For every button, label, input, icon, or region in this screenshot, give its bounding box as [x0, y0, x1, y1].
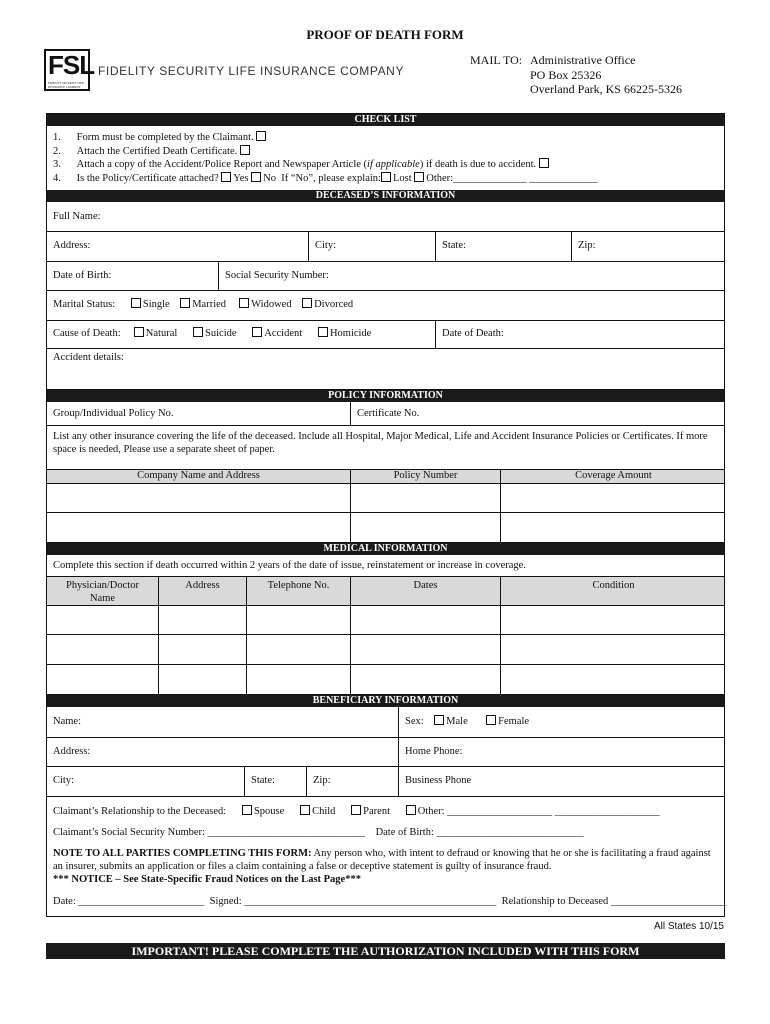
company-name-input[interactable] — [47, 483, 350, 512]
city-label: City: — [315, 240, 337, 251]
beneficiary-section — [46, 695, 725, 917]
label-explain: If “No”, please explain: — [281, 172, 381, 184]
checkbox-lost[interactable] — [381, 172, 391, 182]
medical-table-row — [47, 635, 724, 665]
physician-input[interactable] — [47, 605, 158, 634]
beneficiary-state-label: State: — [251, 775, 275, 786]
certificate-no-label: Certificate No. — [357, 408, 420, 419]
label-other: Other:______________ _____________ — [426, 172, 598, 184]
col-physician-line1: Physician/Doctor — [66, 580, 139, 591]
policy-number-input[interactable] — [350, 513, 500, 542]
condition-input[interactable] — [500, 635, 726, 664]
telephone-input[interactable] — [246, 635, 350, 664]
ssn-field[interactable] — [218, 261, 726, 290]
checkbox-widowed[interactable] — [239, 298, 249, 308]
beneficiary-city-label: City: — [53, 775, 75, 786]
label-suicide: Suicide — [205, 328, 237, 339]
business-phone-label: Business Phone — [405, 775, 472, 786]
col-company-name: Company Name and Address — [137, 470, 260, 481]
mail-to-label: MAIL TO: — [470, 53, 523, 67]
address-input[interactable] — [158, 605, 246, 634]
mail-to-line1: Administrative Office — [530, 53, 636, 67]
relationship-line — [53, 805, 660, 817]
checkbox-single[interactable] — [131, 298, 141, 308]
beneficiary-address-row — [47, 737, 724, 767]
col-policy-number: Policy Number — [350, 470, 500, 483]
policy-no-label: Group/Individual Policy No. — [53, 408, 174, 419]
col-dates: Dates — [350, 577, 500, 605]
label-yes: Yes — [233, 172, 249, 184]
policy-header: POLICY INFORMATION — [47, 390, 724, 402]
label-homicide: Homicide — [329, 328, 372, 339]
form-version: All States 10/15 — [653, 921, 724, 932]
beneficiary-city-field[interactable] — [47, 766, 244, 796]
medical-section — [46, 543, 725, 695]
fraud-note-label: NOTE TO ALL PARTIES COMPLETING THIS FORM: — [53, 848, 312, 859]
signature-signed[interactable]: Signed: ________________________________________________ — [209, 896, 497, 907]
state-label: State: — [442, 240, 466, 251]
label-parent: Parent — [363, 806, 390, 817]
physician-input[interactable] — [47, 635, 158, 664]
signature-line — [53, 896, 726, 907]
dates-input[interactable] — [350, 635, 500, 664]
marital-label: Marital Status: — [53, 299, 116, 310]
home-phone-label: Home Phone: — [405, 746, 463, 757]
checklist-deceased-section — [46, 113, 725, 390]
checklist-item-1: 1. Form must be completed by the Claimant. — [53, 132, 254, 143]
city-field[interactable] — [308, 231, 435, 261]
beneficiary-zip-field[interactable] — [306, 766, 398, 796]
checkbox-female[interactable] — [486, 715, 496, 725]
checkbox-suicide[interactable] — [193, 327, 203, 337]
sex-label: Sex: — [405, 716, 424, 727]
col-physician — [47, 577, 158, 605]
full-name-field[interactable] — [47, 202, 726, 231]
label-female: Female — [498, 716, 530, 727]
accident-details-label: Accident details: — [53, 352, 124, 363]
relationship-to-deceased[interactable]: Relationship to Deceased ______________________ — [501, 896, 727, 907]
mail-to-line2: PO Box 25326 — [530, 67, 602, 82]
beneficiary-header: BENEFICIARY INFORMATION — [47, 695, 724, 707]
checkbox-item-1[interactable] — [256, 131, 266, 141]
checkbox-married[interactable] — [180, 298, 190, 308]
label-married: Married — [192, 299, 227, 310]
company-name: FIDELITY SECURITY LIFE INSURANCE COMPANY — [98, 64, 405, 78]
checkbox-other[interactable] — [406, 805, 416, 815]
checkbox-natural[interactable] — [134, 327, 144, 337]
policy-no-row — [47, 402, 724, 426]
label-accident: Accident — [264, 328, 303, 339]
label-widowed: Widowed — [251, 299, 292, 310]
label-lost: Lost — [392, 172, 412, 184]
fraud-note-text: Any person who, with intent to defraud or knowing that he or she is facilitating a fraud against an insurer, submits an application or files a claim containing a false or deceptive statement is guilty of insurance fraud. — [53, 848, 711, 872]
label-spouse: Spouse — [253, 806, 285, 817]
accident-details-field[interactable] — [47, 352, 726, 390]
policy-table-header — [47, 469, 724, 484]
cause-row — [47, 320, 724, 349]
company-name-input[interactable] — [47, 513, 350, 542]
checkbox-other[interactable] — [414, 172, 424, 182]
checklist-header: CHECK LIST — [47, 114, 724, 126]
cause-of-death — [47, 320, 435, 348]
marital-status — [47, 290, 726, 320]
checkbox-parent[interactable] — [351, 805, 361, 815]
address-field[interactable] — [47, 231, 308, 261]
business-phone-field[interactable] — [398, 766, 726, 796]
policy-table-row — [47, 513, 724, 542]
label-single: Single — [142, 299, 170, 310]
col-telephone: Telephone No. — [246, 577, 350, 605]
medical-table-header — [47, 576, 724, 606]
full-name-row — [47, 202, 724, 232]
medical-table-row — [47, 665, 724, 694]
state-field[interactable] — [435, 231, 571, 261]
checkbox-child[interactable] — [300, 805, 310, 815]
policy-table-row — [47, 483, 724, 513]
checkbox-homicide[interactable] — [318, 327, 328, 337]
dob-row — [47, 261, 724, 291]
beneficiary-name-label: Name: — [53, 716, 81, 727]
label-divorced: Divorced — [314, 299, 354, 310]
beneficiary-city-row — [47, 766, 724, 797]
beneficiary-address-label: Address: — [53, 746, 91, 757]
address-row — [47, 231, 724, 262]
physician-input[interactable] — [47, 665, 158, 694]
col-coverage-amount: Coverage Amount — [500, 470, 726, 483]
checkbox-item-2[interactable] — [240, 145, 250, 155]
label-child: Child — [312, 806, 336, 817]
condition-input[interactable] — [500, 605, 726, 634]
checkbox-spouse[interactable] — [242, 805, 252, 815]
checklist-item-4: 4. Is the Policy/Certificate attached? — [53, 172, 219, 184]
mail-to-line3: Overland Park, KS 66225-5326 — [530, 82, 682, 96]
col-condition: Condition — [500, 577, 726, 605]
address-input[interactable] — [158, 635, 246, 664]
date-of-death-label: Date of Death: — [442, 328, 504, 339]
logo-text: FSL — [48, 50, 95, 80]
fraud-notice: *** NOTICE – See State-Specific Fraud Notices on the Last Page*** — [53, 874, 361, 885]
ssn-label: Social Security Number: — [225, 270, 329, 281]
label-male: Male — [446, 716, 468, 727]
fraud-note — [53, 847, 721, 886]
checklist-item-2: 2. Attach the Certified Death Certificate. — [53, 145, 238, 157]
checkbox-no[interactable] — [251, 172, 261, 182]
dob-field[interactable] — [47, 261, 218, 290]
checklist-item-3-end: ) if death is due to accident. — [419, 159, 537, 170]
home-phone-field[interactable] — [398, 737, 726, 766]
medical-header: MEDICAL INFORMATION — [47, 543, 724, 555]
checkbox-yes[interactable] — [221, 172, 231, 182]
claimant-dob[interactable]: Date of Birth: ____________________________ — [375, 827, 584, 838]
beneficiary-name-field[interactable] — [47, 707, 398, 737]
cause-label: Cause of Death: — [53, 328, 121, 339]
medical-table-row — [47, 605, 724, 635]
full-name-label: Full Name: — [53, 211, 101, 222]
checkbox-item-3[interactable] — [539, 158, 549, 168]
address-input[interactable] — [158, 665, 246, 694]
address-label: Address: — [53, 240, 91, 251]
label-other-relationship: Other: ____________________ ____________________ — [417, 806, 660, 817]
other-insurance-instructions: List any other insurance covering the life of the deceased. Include all Hospital, Major Medical, Life and Accident Insurance Policies or Certificates. If more space is needed, Please use a separate sheet of paper. — [53, 431, 708, 455]
checkbox-accident[interactable] — [252, 327, 262, 337]
zip-label: Zip: — [578, 240, 596, 251]
medical-instruction: Complete this section if death occurred within 2 years of the date of issue, reinstatement or increase in coverage. — [53, 560, 526, 571]
col-address: Address — [158, 577, 246, 605]
dates-input[interactable] — [350, 605, 500, 634]
marital-row — [47, 290, 724, 321]
date-of-death-field[interactable] — [435, 320, 726, 348]
policy-no-field[interactable] — [47, 402, 350, 425]
claimant-ssn[interactable]: Claimant’s Social Security Number: ______________________________ — [53, 827, 366, 838]
label-natural: Natural — [145, 328, 178, 339]
company-logo — [44, 49, 95, 91]
claimant-line — [53, 827, 584, 838]
checklist — [53, 131, 597, 185]
sex-field — [398, 707, 726, 737]
beneficiary-state-field[interactable] — [244, 766, 306, 796]
checklist-item-3: 3. Attach a copy of the Accident/Police Report and Newspaper Article ( — [53, 159, 368, 170]
dates-input[interactable] — [350, 665, 500, 694]
important-banner: IMPORTANT! PLEASE COMPLETE THE AUTHORIZATION INCLUDED WITH THIS FORM — [46, 943, 725, 959]
dob-label: Date of Birth: — [53, 270, 112, 281]
deceased-header: DECEASED’S INFORMATION — [47, 190, 724, 202]
telephone-input[interactable] — [246, 605, 350, 634]
beneficiary-zip-label: Zip: — [313, 775, 331, 786]
policy-number-input[interactable] — [350, 483, 500, 512]
beneficiary-address-field[interactable] — [47, 737, 398, 766]
label-no: No — [263, 172, 276, 184]
zip-field[interactable] — [571, 231, 726, 261]
telephone-input[interactable] — [246, 665, 350, 694]
beneficiary-name-row — [47, 707, 724, 738]
certificate-no-field[interactable] — [350, 402, 726, 425]
col-physician-line2: Name — [89, 593, 116, 604]
coverage-amount-input[interactable] — [500, 513, 726, 542]
logo-tagline: FIDELITY SECURITY LIFE INSURANCE COMPANY — [48, 81, 84, 89]
condition-input[interactable] — [500, 665, 726, 694]
checkbox-male[interactable] — [434, 715, 444, 725]
coverage-amount-input[interactable] — [500, 483, 726, 512]
signature-date[interactable]: Date: ________________________ — [53, 896, 205, 907]
checklist-item-3-italic: if applicable — [367, 159, 420, 170]
policy-section — [46, 390, 725, 543]
form-title: PROOF OF DEATH FORM — [306, 27, 464, 42]
mail-to-block — [470, 53, 682, 96]
checkbox-divorced[interactable] — [302, 298, 312, 308]
relationship-label: Claimant’s Relationship to the Deceased: — [53, 806, 227, 817]
